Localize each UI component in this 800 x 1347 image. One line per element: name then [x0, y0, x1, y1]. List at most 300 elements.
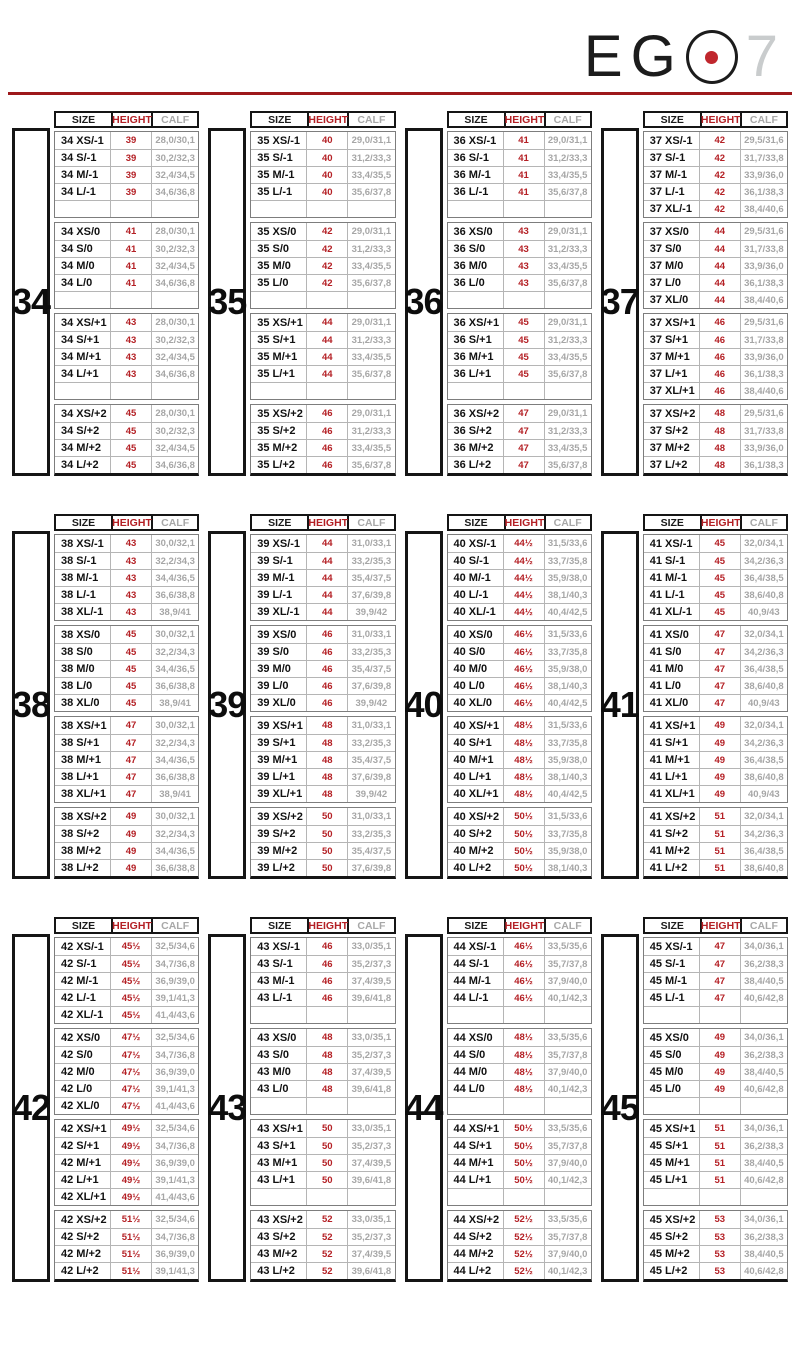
- calf-cell: 36,4/38,5: [744, 663, 784, 675]
- size-cell: 44 L/+1: [453, 1174, 492, 1186]
- size-cell: 37 XS/+2: [649, 407, 696, 420]
- size-table-35: [208, 111, 395, 476]
- number-column-spacer: [405, 514, 443, 531]
- calf-cell: 31,0/33,1: [351, 538, 392, 549]
- size-number-column: [405, 917, 443, 1282]
- calf-cell: 36,1/38,3: [744, 277, 784, 289]
- table-row: [448, 1029, 591, 1046]
- size-cell: 34 XS/0: [61, 225, 101, 238]
- height-cell: 48: [306, 752, 348, 768]
- calf-cell: 34,7/36,8: [155, 958, 195, 970]
- height-cell: 49: [699, 1064, 741, 1080]
- size-data-table: [447, 111, 592, 476]
- height-cell: 43: [110, 349, 152, 365]
- size-cell: 35 L/-1: [257, 186, 293, 198]
- fit-group-block--1: [447, 534, 592, 621]
- calf-cell: 31,2/33,3: [351, 243, 392, 255]
- calf-cell: 33,4/35,5: [351, 169, 392, 181]
- table-row: [448, 768, 591, 785]
- size-cell: 35 XS/0: [257, 225, 297, 238]
- calf-cell: 33,5/35,6: [547, 1123, 588, 1134]
- table-row: [251, 1245, 394, 1262]
- height-cell: 51: [699, 826, 741, 842]
- table-row: [644, 365, 787, 382]
- table-row: [251, 1188, 394, 1205]
- calf-cell: 32,5/34,6: [155, 1214, 195, 1225]
- calf-cell: 31,5/33,6: [547, 538, 588, 549]
- table-row: [55, 257, 198, 274]
- calf-cell: 33,9/36,0: [744, 260, 784, 272]
- height-cell: 48½: [503, 786, 545, 802]
- size-cell: 37 XS/-1: [649, 134, 693, 147]
- height-cell: 52½: [503, 1246, 545, 1262]
- calf-cell: 41,4/43,6: [155, 1009, 195, 1021]
- size-cell: 38 XS/+1: [61, 719, 107, 732]
- height-cell: 53: [699, 1246, 741, 1262]
- calf-cell: 29,0/31,1: [547, 317, 588, 328]
- table-row: [55, 660, 198, 677]
- calf-cell: 40,6/42,8: [744, 992, 784, 1004]
- calf-cell: 37,6/39,8: [351, 589, 392, 601]
- calf-cell: [348, 383, 394, 399]
- height-cell: 47: [110, 717, 152, 734]
- size-cell: 35 XS/+2: [257, 407, 303, 420]
- calf-cell: 40,6/42,8: [744, 1083, 784, 1095]
- size-cell: 34 L/0: [61, 277, 93, 289]
- size-number-column: [405, 514, 443, 879]
- size-tables-grid: [0, 111, 800, 1282]
- table-row: [448, 1006, 591, 1023]
- height-cell: 51½: [110, 1263, 152, 1279]
- height-cell: 48: [306, 786, 348, 802]
- size-cell: 35 M/0: [257, 260, 291, 272]
- calf-cell: 29,5/31,6: [744, 317, 784, 328]
- header-size: SIZE: [464, 516, 488, 529]
- calf-cell: 33,5/35,6: [547, 1214, 588, 1225]
- height-cell: 42: [699, 184, 741, 200]
- size-cell: 43 S/0: [257, 1049, 290, 1061]
- fit-group-block-+1: [447, 716, 592, 803]
- size-cell: 44 XS/+2: [453, 1213, 500, 1226]
- height-cell: 46: [306, 661, 348, 677]
- table-row: [251, 1006, 394, 1023]
- header-divider-rule: [8, 92, 792, 95]
- header-size: SIZE: [268, 919, 292, 932]
- table-row: [448, 603, 591, 620]
- table-row: [448, 365, 591, 382]
- fit-group-block--1: [250, 534, 395, 621]
- size-cell: 36 S/+1: [453, 334, 492, 346]
- height-cell: 44: [306, 570, 348, 586]
- table-row: [644, 1029, 787, 1046]
- height-cell: 52: [306, 1263, 348, 1279]
- height-cell: 47: [110, 735, 152, 751]
- size-cell: 35 S/+1: [257, 334, 296, 346]
- height-cell: 47: [503, 405, 545, 422]
- calf-cell: [545, 1007, 591, 1023]
- header-height: HEIGHT: [504, 113, 545, 126]
- size-cell: 40 XL/+1: [453, 788, 499, 800]
- calf-cell: 30,2/32,3: [155, 425, 195, 437]
- calf-cell: 33,2/35,3: [351, 828, 392, 840]
- calf-cell: 32,2/34,3: [155, 737, 195, 749]
- table-row: [448, 643, 591, 660]
- table-row: [55, 552, 198, 569]
- table-row: [55, 183, 198, 200]
- size-number-column: [601, 514, 639, 879]
- height-cell: 39: [110, 132, 152, 149]
- table-row: [448, 405, 591, 422]
- size-cell: 44 S/-1: [453, 958, 489, 970]
- calf-cell: 39,1/41,3: [155, 992, 195, 1004]
- height-cell: 52½: [503, 1263, 545, 1279]
- calf-cell: 31,5/33,6: [547, 811, 588, 822]
- table-row: [251, 569, 394, 586]
- height-cell: 45: [110, 423, 152, 439]
- calf-cell: 34,2/36,3: [744, 646, 784, 658]
- table-row: [55, 603, 198, 620]
- height-cell: 53: [699, 1229, 741, 1245]
- table-row: [251, 314, 394, 331]
- table-row: [644, 569, 787, 586]
- fit-group-block-0: [250, 1028, 395, 1115]
- table-row: [55, 859, 198, 876]
- calf-cell: 38,4/40,6: [744, 294, 784, 306]
- size-cell: 38 XS/0: [61, 628, 101, 641]
- height-cell: 40: [306, 132, 348, 149]
- height-cell: 51½: [110, 1229, 152, 1245]
- fit-group-block-+2: [447, 807, 592, 879]
- fit-group-block-+2: [54, 807, 199, 879]
- size-cell: 42 XS/+2: [61, 1213, 107, 1226]
- calf-cell: 40,1/42,3: [547, 1265, 588, 1277]
- calf-cell: 34,6/36,8: [155, 459, 195, 471]
- table-row: [55, 955, 198, 972]
- calf-cell: 31,2/33,3: [351, 425, 392, 437]
- size-data-table: [54, 111, 199, 476]
- fit-group-block-+1: [447, 313, 592, 400]
- calf-cell: 32,4/34,5: [155, 351, 195, 363]
- height-cell: 48: [306, 1029, 348, 1046]
- table-row: [55, 1154, 198, 1171]
- size-cell: 36 L/-1: [453, 186, 489, 198]
- height-cell: 45½: [110, 973, 152, 989]
- table-row: [251, 660, 394, 677]
- calf-cell: 32,5/34,6: [155, 941, 195, 952]
- table-row: [448, 1245, 591, 1262]
- size-cell: 42 S/+2: [61, 1231, 100, 1243]
- size-cell: 44 S/+1: [453, 1140, 492, 1152]
- size-cell: 34 M/0: [61, 260, 95, 272]
- height-cell: 41: [110, 258, 152, 274]
- size-cell: 39 S/0: [257, 646, 290, 658]
- calf-cell: 40,1/42,3: [547, 1083, 588, 1095]
- table-row: [448, 422, 591, 439]
- table-row: [251, 382, 394, 399]
- table-row: [251, 1029, 394, 1046]
- height-cell: 44: [699, 275, 741, 291]
- height-cell: 49: [699, 769, 741, 785]
- height-cell: 46: [699, 349, 741, 365]
- height-cell: 39: [110, 167, 152, 183]
- size-cell: 45 S/0: [649, 1049, 682, 1061]
- height-cell: 44½: [503, 587, 545, 603]
- height-cell: 47: [503, 423, 545, 439]
- header-height: HEIGHT: [112, 919, 152, 932]
- height-cell: 50½: [503, 808, 545, 825]
- height-cell: 47: [503, 457, 545, 473]
- height-cell: 48½: [503, 752, 545, 768]
- calf-cell: 29,0/31,1: [547, 135, 588, 146]
- size-cell: 42 M/-1: [61, 975, 99, 987]
- table-row: [251, 291, 394, 308]
- height-cell: 42: [699, 167, 741, 183]
- calf-cell: 40,9/43: [748, 606, 780, 618]
- height-cell: 45: [110, 405, 152, 422]
- calf-cell: 32,2/34,3: [155, 555, 195, 567]
- fit-group-block-+1: [643, 313, 788, 400]
- table-row: [448, 785, 591, 802]
- table-row: [448, 149, 591, 166]
- calf-cell: 35,6/37,8: [351, 186, 392, 198]
- size-cell: 40 M/0: [453, 663, 488, 675]
- size-cell: 36 M/+2: [453, 442, 494, 454]
- size-cell: 45 M/-1: [649, 975, 688, 987]
- size-cell: [251, 292, 306, 308]
- table-row: [644, 1245, 787, 1262]
- height-cell: 51: [699, 860, 741, 876]
- size-data-table: [643, 111, 788, 476]
- table-row: [448, 200, 591, 217]
- size-cell: 43 M/0: [257, 1066, 291, 1078]
- table-row: [644, 938, 787, 955]
- size-cell: 39 XS/-1: [257, 537, 301, 550]
- height-cell: 43: [110, 314, 152, 331]
- calf-cell: 28,0/30,1: [155, 135, 195, 146]
- size-cell: 38 M/+1: [61, 754, 102, 766]
- fit-group-block-0: [54, 625, 199, 712]
- calf-cell: 34,2/36,3: [744, 737, 784, 749]
- size-cell: 39 XS/0: [257, 628, 297, 641]
- table-row: [55, 1245, 198, 1262]
- size-cell: 45 M/0: [649, 1066, 684, 1078]
- calf-cell: 32,0/34,1: [744, 538, 784, 549]
- calf-cell: 31,0/33,1: [351, 629, 392, 640]
- height-cell: 42: [699, 201, 741, 217]
- fit-group-block-+1: [250, 1119, 395, 1206]
- height-cell: 47: [110, 769, 152, 785]
- calf-cell: 40,9/43: [748, 697, 780, 709]
- size-cell: 40 XL/0: [453, 697, 493, 709]
- calf-cell: 33,4/35,5: [547, 260, 588, 272]
- table-row: [251, 825, 394, 842]
- height-cell: 46½: [503, 973, 545, 989]
- size-table-45: [601, 917, 788, 1282]
- calf-cell: 34,2/36,3: [744, 555, 784, 567]
- table-row: [55, 149, 198, 166]
- calf-cell: 35,7/37,8: [547, 1140, 588, 1152]
- calf-cell: 39,9/42: [355, 606, 388, 618]
- calf-cell: 35,7/37,8: [547, 958, 588, 970]
- size-cell: 36 S/0: [453, 243, 486, 255]
- calf-cell: 30,2/32,3: [155, 152, 195, 164]
- size-cell: 34 M/+2: [61, 442, 102, 454]
- size-number: 39: [208, 531, 246, 879]
- size-table-44: [405, 917, 592, 1282]
- table-header-row: [54, 111, 199, 128]
- size-cell: 39 L/+2: [257, 862, 295, 874]
- size-cell: [448, 383, 503, 399]
- calf-cell: 35,9/38,0: [547, 845, 588, 857]
- calf-cell: 36,4/38,5: [744, 572, 784, 584]
- height-cell: 50½: [503, 843, 545, 859]
- calf-cell: 32,2/34,3: [155, 828, 195, 840]
- size-data-table: [643, 917, 788, 1282]
- calf-cell: 35,6/37,8: [547, 459, 588, 471]
- table-row: [448, 456, 591, 473]
- size-data-table: [250, 111, 395, 476]
- calf-cell: 33,4/35,5: [351, 260, 392, 272]
- height-cell: 44: [306, 604, 348, 620]
- table-row: [251, 422, 394, 439]
- height-cell: 45: [699, 604, 741, 620]
- size-cell: [448, 1007, 503, 1023]
- table-row: [251, 223, 394, 240]
- table-row: [448, 257, 591, 274]
- header-calf: CALF: [749, 516, 778, 529]
- size-cell: [251, 1007, 306, 1023]
- height-cell: 49: [699, 1047, 741, 1063]
- table-row: [55, 1046, 198, 1063]
- height-cell: 46½: [503, 661, 545, 677]
- table-row: [644, 183, 787, 200]
- fit-group-block-0: [447, 625, 592, 712]
- calf-cell: 36,9/39,0: [155, 1157, 195, 1169]
- calf-cell: 29,0/31,1: [351, 408, 392, 419]
- header-calf: CALF: [357, 919, 386, 932]
- size-cell: 40 S/0: [453, 646, 486, 658]
- table-row: [448, 1154, 591, 1171]
- calf-cell: [741, 1189, 787, 1205]
- height-cell: 46½: [503, 990, 545, 1006]
- calf-cell: 39,9/42: [355, 697, 388, 709]
- size-cell: 45 L/0: [649, 1083, 681, 1095]
- height-cell: 49: [699, 717, 741, 734]
- size-cell: 41 L/+2: [649, 862, 688, 874]
- size-cell: 40 XS/0: [453, 628, 493, 641]
- table-row: [644, 1188, 787, 1205]
- calf-cell: [348, 201, 394, 217]
- height-cell: [503, 292, 545, 308]
- calf-cell: 35,2/37,3: [351, 1049, 392, 1061]
- height-cell: [110, 201, 152, 217]
- height-cell: 41: [110, 241, 152, 257]
- size-data-table: [447, 917, 592, 1282]
- table-row: [251, 768, 394, 785]
- height-cell: 43: [110, 604, 152, 620]
- calf-cell: 35,9/38,0: [547, 754, 588, 766]
- table-row: [644, 1262, 787, 1279]
- calf-cell: 35,6/37,8: [547, 368, 588, 380]
- height-cell: 46: [306, 956, 348, 972]
- table-row: [448, 314, 591, 331]
- size-cell: 43 XS/+1: [257, 1122, 303, 1135]
- table-row: [251, 694, 394, 711]
- size-cell: 38 L/+1: [61, 771, 99, 783]
- size-cell: 45 S/-1: [649, 958, 686, 970]
- height-cell: 45: [503, 349, 545, 365]
- calf-cell: 38,6/40,8: [744, 771, 784, 783]
- size-table-43: [208, 917, 395, 1282]
- size-data-table: [54, 917, 199, 1282]
- height-cell: 44: [306, 314, 348, 331]
- table-row: [55, 439, 198, 456]
- table-row: [644, 785, 787, 802]
- calf-cell: [545, 1098, 591, 1114]
- height-cell: 48: [699, 423, 741, 439]
- calf-cell: 40,6/42,8: [744, 1174, 784, 1186]
- calf-cell: 31,2/33,3: [351, 152, 392, 164]
- logo-digit-seven: 7: [745, 24, 778, 89]
- table-row: [55, 240, 198, 257]
- calf-cell: 37,9/40,0: [547, 1157, 588, 1169]
- size-cell: 37 L/+2: [649, 459, 688, 471]
- height-cell: [699, 1007, 741, 1023]
- calf-cell: 34,0/36,1: [744, 1214, 784, 1225]
- size-cell: 45 XS/0: [649, 1031, 689, 1044]
- height-cell: [306, 383, 348, 399]
- table-row: [55, 586, 198, 603]
- height-cell: 46: [306, 405, 348, 422]
- size-cell: 45 M/+1: [649, 1157, 690, 1169]
- table-row: [644, 859, 787, 876]
- table-row: [644, 274, 787, 291]
- calf-cell: 39,6/41,8: [351, 1265, 392, 1277]
- size-cell: 35 S/0: [257, 243, 290, 255]
- height-cell: 46½: [503, 626, 545, 643]
- header-calf: CALF: [161, 516, 190, 529]
- header-calf: CALF: [749, 919, 778, 932]
- size-cell: 40 S/-1: [453, 555, 489, 567]
- table-row: [251, 149, 394, 166]
- height-cell: 44: [699, 292, 741, 308]
- height-cell: [306, 292, 348, 308]
- table-row: [448, 842, 591, 859]
- height-cell: 43: [110, 570, 152, 586]
- table-row: [448, 1228, 591, 1245]
- height-cell: 43: [110, 535, 152, 552]
- size-number-column: [208, 111, 246, 476]
- height-cell: 44½: [503, 535, 545, 552]
- table-row: [448, 751, 591, 768]
- calf-cell: 32,4/34,5: [155, 260, 195, 272]
- fit-group-block--1: [643, 534, 788, 621]
- table-row: [448, 1063, 591, 1080]
- calf-cell: 31,2/33,3: [547, 152, 588, 164]
- header-size: SIZE: [268, 113, 292, 126]
- calf-cell: 35,4/37,5: [351, 572, 392, 584]
- height-cell: 48½: [503, 1081, 545, 1097]
- size-number: 44: [405, 934, 443, 1282]
- size-cell: 45 XS/-1: [649, 940, 693, 953]
- size-cell: 41 L/0: [649, 680, 681, 692]
- table-row: [448, 825, 591, 842]
- calf-cell: 30,0/32,1: [155, 811, 195, 822]
- calf-cell: 39,6/41,8: [351, 992, 392, 1004]
- size-cell: 38 M/0: [61, 663, 95, 675]
- table-row: [644, 166, 787, 183]
- fit-group-block-+1: [250, 313, 395, 400]
